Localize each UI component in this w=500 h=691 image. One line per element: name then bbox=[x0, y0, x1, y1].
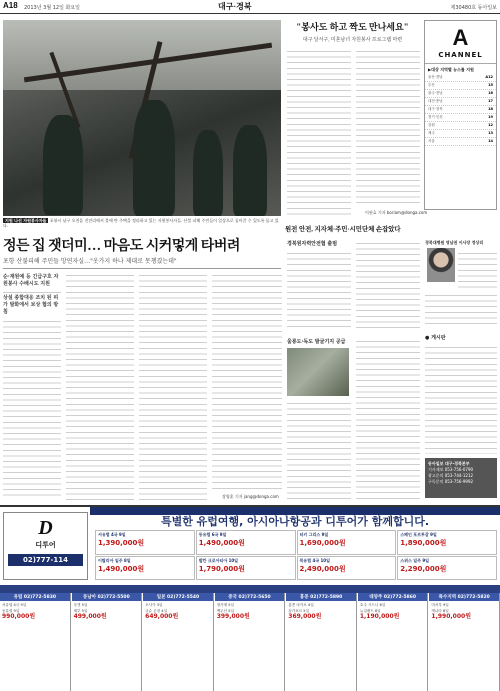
ad-item[interactable]: 북유럽 4국 10일 2,490,000원 bbox=[297, 556, 397, 581]
main-byline: 장영훈 기자 jang@donga.com bbox=[222, 494, 279, 499]
ad-item[interactable]: 스위스 일주 9일 2,290,000원 bbox=[397, 556, 497, 581]
publisher: 제30480호 동아일보 bbox=[450, 5, 497, 11]
body-column bbox=[425, 344, 497, 454]
body-column bbox=[287, 400, 351, 500]
ad-item[interactable]: 동유럽 6국 9일 1,490,000원 bbox=[196, 530, 296, 555]
listing-column[interactable]: 유럽 02)772-5830 서유럽 4국 9일 동유럽 9일 990,000원 bbox=[0, 593, 71, 691]
body-column bbox=[287, 48, 351, 216]
section-subtitle: 울릉도·독도 발굴기지 공급 bbox=[287, 339, 346, 345]
listing-column[interactable]: 대양주 02)772-5860 호주 시드니 6일 뉴질랜드 8일 1,190,000원 bbox=[358, 593, 429, 691]
channel-row[interactable]: 울산·경남 A12 bbox=[425, 74, 496, 82]
channel-row[interactable]: 대구·경북 18 bbox=[425, 106, 496, 114]
page-header bbox=[0, 0, 500, 14]
channel-row[interactable]: 경기·인천 19 bbox=[425, 114, 496, 122]
listing-column[interactable]: 동남아 02)772-5500 푸켓 5일 세부 5일 499,000원 bbox=[72, 593, 143, 691]
photo-caption bbox=[3, 218, 281, 232]
bullet-item: 순·재원예 등 긴급구호 자원봉사 수배시도 지원 bbox=[3, 272, 61, 293]
listing-column[interactable]: 특수지역 02)772-5820 미서부 9일 캐나다 8일 1,990,000원 bbox=[429, 593, 500, 691]
body-column bbox=[356, 240, 420, 330]
channel-row[interactable]: 제주 13 bbox=[425, 130, 496, 138]
listing-column[interactable]: 홍콩 02)772-5890 홍콩 마카오 4일 싱가포르 5일 369,000원 bbox=[286, 593, 357, 691]
contact-title: 동아일보 대구·경북본부 bbox=[428, 461, 470, 466]
quote-byline: 이권효 기자 boriam@donga.com bbox=[365, 210, 428, 215]
body-column bbox=[425, 292, 497, 328]
contact-line: 광고문의 053-744-1212 bbox=[428, 473, 474, 478]
ad-item[interactable]: 터키 그리스 9일 1,690,000원 bbox=[297, 530, 397, 555]
body-column bbox=[139, 272, 207, 500]
channel-row[interactable]: 강원 12 bbox=[425, 122, 496, 130]
quote-title: "봉사도 하고 짝도 만나세요" bbox=[296, 22, 409, 32]
channel-title: ▶대상 지역별 뉴스를 지원 bbox=[425, 63, 496, 74]
ad-item[interactable]: 이탈리아 일주 8일 1,490,000원 bbox=[95, 556, 195, 581]
channel-row[interactable]: 대전·충남 17 bbox=[425, 98, 496, 106]
ad-item[interactable]: 스페인 포르투갈 9일 1,890,000원 bbox=[397, 530, 497, 555]
body-column bbox=[356, 48, 420, 208]
section-subtitle: 경북원자력안전협 출범 bbox=[287, 241, 338, 247]
quote-story-header bbox=[285, 20, 420, 43]
ad-title: 특별한 유럽여행, 아시아나항공과 디투어가 함께합니다. bbox=[160, 515, 430, 528]
main-headline: 정든 집 잿더미… 마음도 시커멓게 타버려 bbox=[3, 239, 240, 254]
listing-column[interactable]: 일본 02)772-5540 오사카 3일 규슈 온천 4일 649,000원 bbox=[143, 593, 214, 691]
page-date: 2013년 3월 12일 화요일 bbox=[24, 5, 81, 11]
profile-photo bbox=[427, 248, 455, 282]
body-column bbox=[287, 250, 351, 330]
channel-word: CHANNEL bbox=[438, 51, 483, 59]
main-subhead: 포항 산불피해 주민들 망연자실…"옷가지 하나 제대로 못챙겼는데" bbox=[3, 256, 281, 269]
listing-column[interactable]: 중국 02)772-5650 장가계 5일 백두산 5일 399,000원 bbox=[215, 593, 286, 691]
contact-box bbox=[425, 458, 497, 498]
section-title: 대구·경북 bbox=[218, 2, 252, 11]
body-column bbox=[66, 272, 134, 500]
body-column bbox=[458, 250, 497, 290]
ad-phone[interactable]: 02)777-114 bbox=[8, 554, 83, 566]
mid-photo bbox=[287, 348, 349, 396]
main-photo bbox=[3, 20, 281, 216]
channel-row[interactable]: 광주·전남 16 bbox=[425, 90, 496, 98]
channel-index-box bbox=[424, 20, 497, 210]
section-subtitle: 경북대병원 영남권 이사장 정상리 bbox=[425, 240, 484, 245]
contact-line: 기사제보 053-756-0790 bbox=[428, 467, 474, 472]
photo-caption-label: 지원 나선 자원봉사자들 bbox=[5, 218, 47, 223]
notice-title: ● 게시판 bbox=[425, 335, 446, 341]
contact-line: 구독문의 053-756-9992 bbox=[428, 479, 474, 484]
ad-item[interactable]: 서유럽 4국 9일 1,390,000원 bbox=[95, 530, 195, 555]
bullet-list bbox=[3, 272, 61, 321]
body-column bbox=[3, 318, 61, 500]
channel-row[interactable]: 서울 14 bbox=[425, 138, 496, 146]
travel-listings bbox=[0, 585, 500, 691]
channel-row[interactable]: 부산 15 bbox=[425, 82, 496, 90]
ad-logo: D bbox=[38, 517, 53, 539]
ad-grid bbox=[95, 530, 497, 580]
photo-caption-text: 포항시 남구 오천읍 진전리에서 불에 탄 주택을 정리하고 있는 자원봉사자들. 산불 피해 주민들이 일상으로 돌아갈 수 있도록 돕고 있다. bbox=[3, 218, 279, 228]
body-column bbox=[212, 272, 282, 492]
ad-logo-sub: 디투어 bbox=[35, 541, 56, 549]
body-column bbox=[356, 338, 420, 500]
channel-logo: A bbox=[452, 25, 469, 50]
ad-item[interactable]: 발칸 크로아티아 10일 1,790,000원 bbox=[196, 556, 296, 581]
quote-subtitle: 대구 달서구, 미혼남녀 자원봉사 프로그램 마련 bbox=[302, 38, 403, 43]
ad-logo-box[interactable] bbox=[3, 512, 88, 580]
bullet-item: 상설 종합대응 조치 된 피가 발화에서 보상 협의 방침 bbox=[3, 293, 61, 321]
page-number: A18 bbox=[3, 1, 18, 10]
mid-headline: 원전 안전, 지자체·주민·시민단체 손잡았다 bbox=[285, 226, 401, 233]
